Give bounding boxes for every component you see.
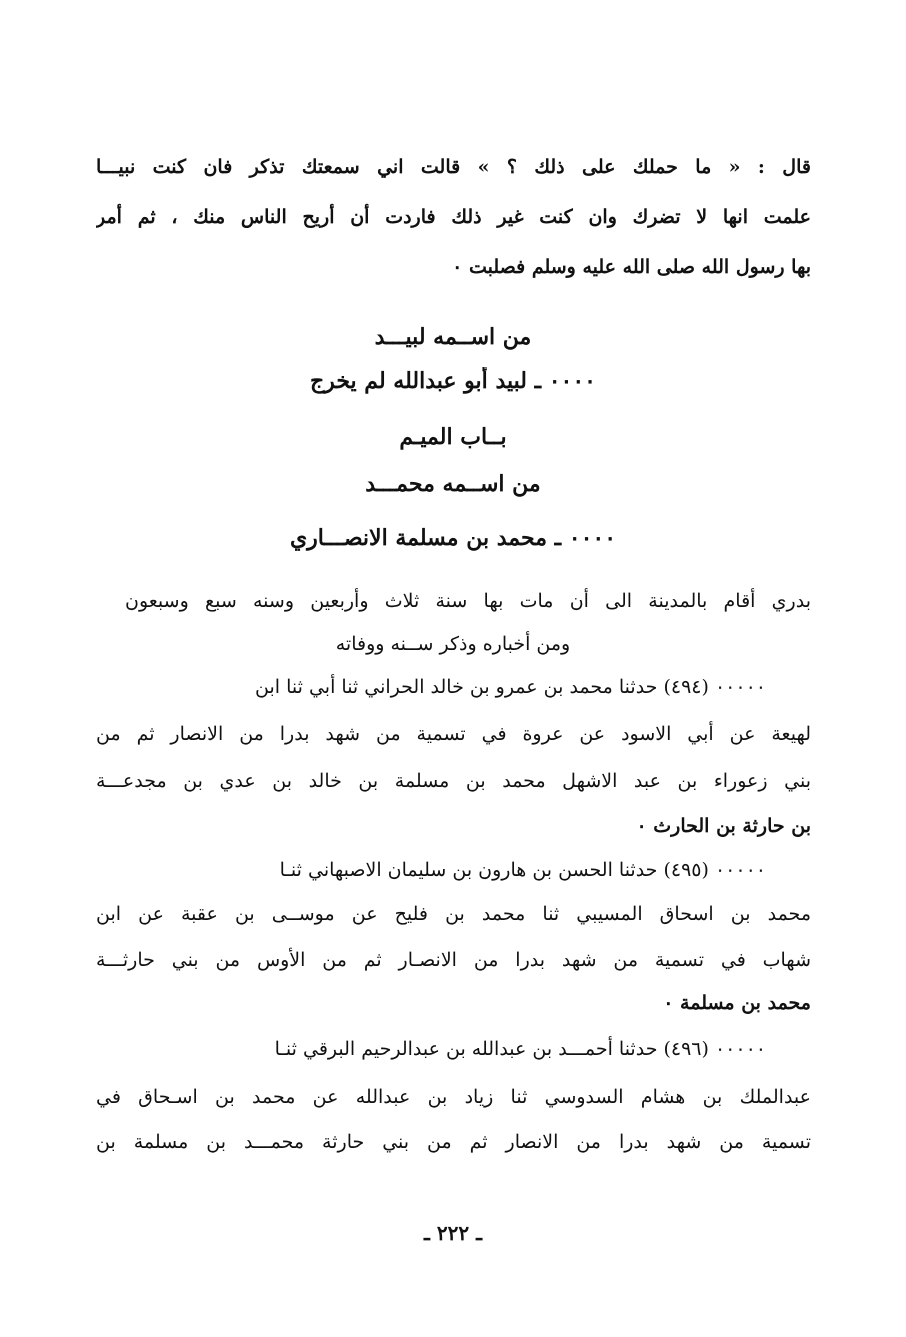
section-heading-muhammad: من اســمه محمـــد <box>365 471 541 497</box>
hadith-496-line-2: عبدالملك بن هشام السدوسي ثنا زياد بن عبدالله عن محمد بن اسـحاق في <box>96 1086 811 1108</box>
hadith-496-line-1: ٠٠٠٠٠ (٤٩٦) حدثنا أحمـــد بن عبدالله بن عبدالرحيم البرقي ثنـا <box>274 1038 766 1060</box>
hadith-496-line-3: تسمية من شهد بدرا من الانصار ثم من بني حارثة محمـــد بن مسلمة بن <box>96 1131 811 1153</box>
hadith-495-line-1: ٠٠٠٠٠ (٤٩٥) حدثنا الحسن بن هارون بن سليمان الاصبهاني ثنـا <box>279 859 766 881</box>
page-number: ـ ٢٢٢ ـ <box>424 1221 482 1245</box>
bio-line-2: ومن أخباره وذكر ســنه ووفاته <box>335 633 571 655</box>
hadith-494-line-1: ٠٠٠٠٠ (٤٩٤) حدثنا محمد بن عمرو بن خالد الحراني ثنا أبي ثنا ابن <box>255 676 766 698</box>
bio-line-1: بدري أقام بالمدينة الى أن مات بها سنة ثلاث وأربعين وسنه سبع وسبعون <box>125 590 811 612</box>
intro-line-3: بها رسول الله صلى الله عليه وسلم فصلبت ٠ <box>452 256 811 278</box>
hadith-494-line-2: لهيعة عن أبي الاسود عن عروة في تسمية من شهد بدرا من الانصار ثم من <box>96 723 811 745</box>
hadith-494-line-4: بن حارثة بن الحارث ٠ <box>636 815 811 837</box>
intro-line-1: قال : « ما حملك على ذلك ؟ » قالت اني سمعتك تذكر فان كنت نبيـــا <box>96 156 811 178</box>
entry-heading-labid: ٠٠٠٠ ـ لبيد أبو عبدالله لم يخرج <box>309 368 596 394</box>
chapter-heading-bab-meem: بــاب الميـم <box>399 424 507 450</box>
hadith-494-line-3: بني زعوراء بن عبد الاشهل محمد بن مسلمة بن خالد بن عدي بن مجدعـــة <box>96 770 811 792</box>
entry-heading-muhammad: ٠٠٠٠ ـ محمد بن مسلمة الانصـــاري <box>289 525 617 551</box>
hadith-495-line-3: شهاب في تسمية من شهد بدرا من الانصـار ثم من الأوس من بني حارثـــة <box>96 949 811 971</box>
hadith-495-line-2: محمد بن اسحاق المسيبي ثنا محمد بن فليح عن موســى بن عقبة عن ابن <box>96 903 811 925</box>
section-heading-labid: من اســمه لبيـــد <box>374 324 532 350</box>
hadith-495-line-4: محمد بن مسلمة ٠ <box>663 992 811 1014</box>
intro-line-2: علمت انها لا تضرك وان كنت غير ذلك فاردت أن أريح الناس منك ، ثم أمر <box>96 206 811 228</box>
